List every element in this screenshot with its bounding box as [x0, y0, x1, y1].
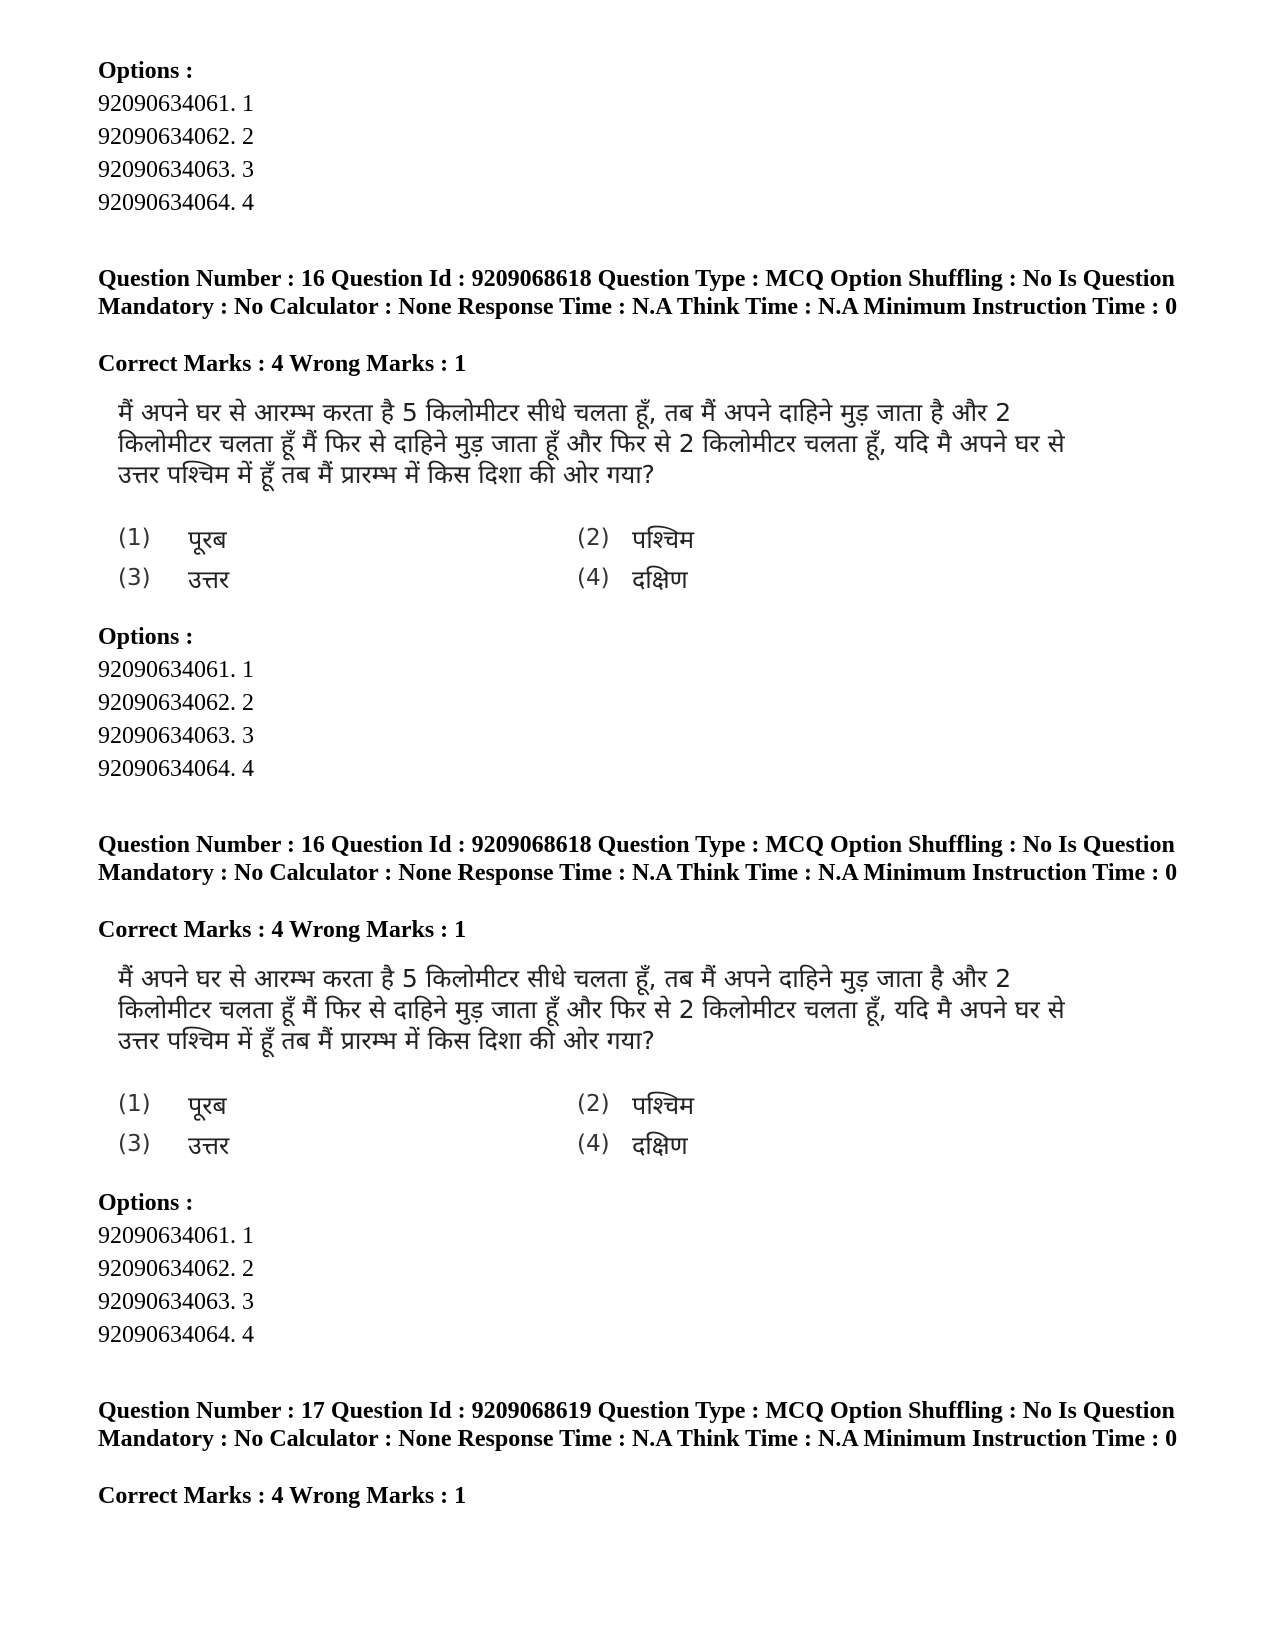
option-line: 92090634062. 2 — [98, 690, 254, 716]
option-line: 92090634064. 4 — [98, 756, 254, 782]
choice-number: (4) — [577, 1131, 610, 1157]
choice-number: (3) — [118, 565, 151, 591]
option-line: 92090634063. 3 — [98, 723, 254, 749]
choice-number: (2) — [577, 525, 610, 551]
choice-text: उत्तर — [188, 565, 230, 594]
choice-text: पश्चिम — [632, 1091, 695, 1120]
choice-text: पूरब — [188, 1091, 227, 1120]
choice-number: (3) — [118, 1131, 151, 1157]
choice-number: (1) — [118, 525, 151, 551]
option-line: 92090634061. 1 — [98, 91, 254, 117]
question-marks: Correct Marks : 4 Wrong Marks : 1 — [98, 917, 467, 943]
choice-text: पूरब — [188, 525, 227, 554]
question-marks: Correct Marks : 4 Wrong Marks : 1 — [98, 1483, 467, 1509]
question-meta: Question Number : 16 Question Id : 9209068618 Question Type : MCQ Option Shuffling : No Is Question Mandatory : No Calculator : None Response Time : N.A Think Time : N.A Minimum Instruction Time : 0 — [98, 832, 1178, 886]
question-meta: Question Number : 17 Question Id : 9209068619 Question Type : MCQ Option Shuffling : No Is Question Mandatory : No Calculator : None Response Time : N.A Think Time : N.A Minimum Instruction Time : 0 — [98, 1398, 1178, 1452]
question-text: मैं अपने घर से आरम्भ करता है 5 किलोमीटर सीधे चलता हूँ, तब मैं अपने दाहिने मुड़ जाता है और 2 किलोमीटर चलता हूँ मैं फिर से दाहिने मुड़ जाता हूँ और फिर से 2 किलोमीटर चलता हूँ, यदि मै अपने घर से उत्तर पश्चिम में हूँ तब मैं प्रारम्भ में किस दिशा की ओर गया? — [118, 398, 1065, 489]
option-line: 92090634062. 2 — [98, 1256, 254, 1282]
option-line: 92090634064. 4 — [98, 1322, 254, 1348]
option-line: 92090634063. 3 — [98, 157, 254, 183]
question-marks: Correct Marks : 4 Wrong Marks : 1 — [98, 351, 467, 377]
options-heading: Options : — [98, 624, 194, 650]
choice-text: दक्षिण — [632, 565, 688, 594]
option-line: 92090634062. 2 — [98, 124, 254, 150]
choice-number: (1) — [118, 1091, 151, 1117]
option-line: 92090634064. 4 — [98, 190, 254, 216]
question-meta: Question Number : 16 Question Id : 9209068618 Question Type : MCQ Option Shuffling : No Is Question Mandatory : No Calculator : None Response Time : N.A Think Time : N.A Minimum Instruction Time : 0 — [98, 266, 1178, 320]
option-line: 92090634063. 3 — [98, 1289, 254, 1315]
choice-text: दक्षिण — [632, 1131, 688, 1160]
choice-number: (2) — [577, 1091, 610, 1117]
choice-number: (4) — [577, 565, 610, 591]
options-heading: Options : — [98, 58, 194, 84]
option-line: 92090634061. 1 — [98, 1223, 254, 1249]
option-line: 92090634061. 1 — [98, 657, 254, 683]
choice-text: उत्तर — [188, 1131, 230, 1160]
options-heading: Options : — [98, 1190, 194, 1216]
question-text: मैं अपने घर से आरम्भ करता है 5 किलोमीटर सीधे चलता हूँ, तब मैं अपने दाहिने मुड़ जाता है और 2 किलोमीटर चलता हूँ मैं फिर से दाहिने मुड़ जाता हूँ और फिर से 2 किलोमीटर चलता हूँ, यदि मै अपने घर से उत्तर पश्चिम में हूँ तब मैं प्रारम्भ में किस दिशा की ओर गया? — [118, 964, 1065, 1055]
choice-text: पश्चिम — [632, 525, 695, 554]
